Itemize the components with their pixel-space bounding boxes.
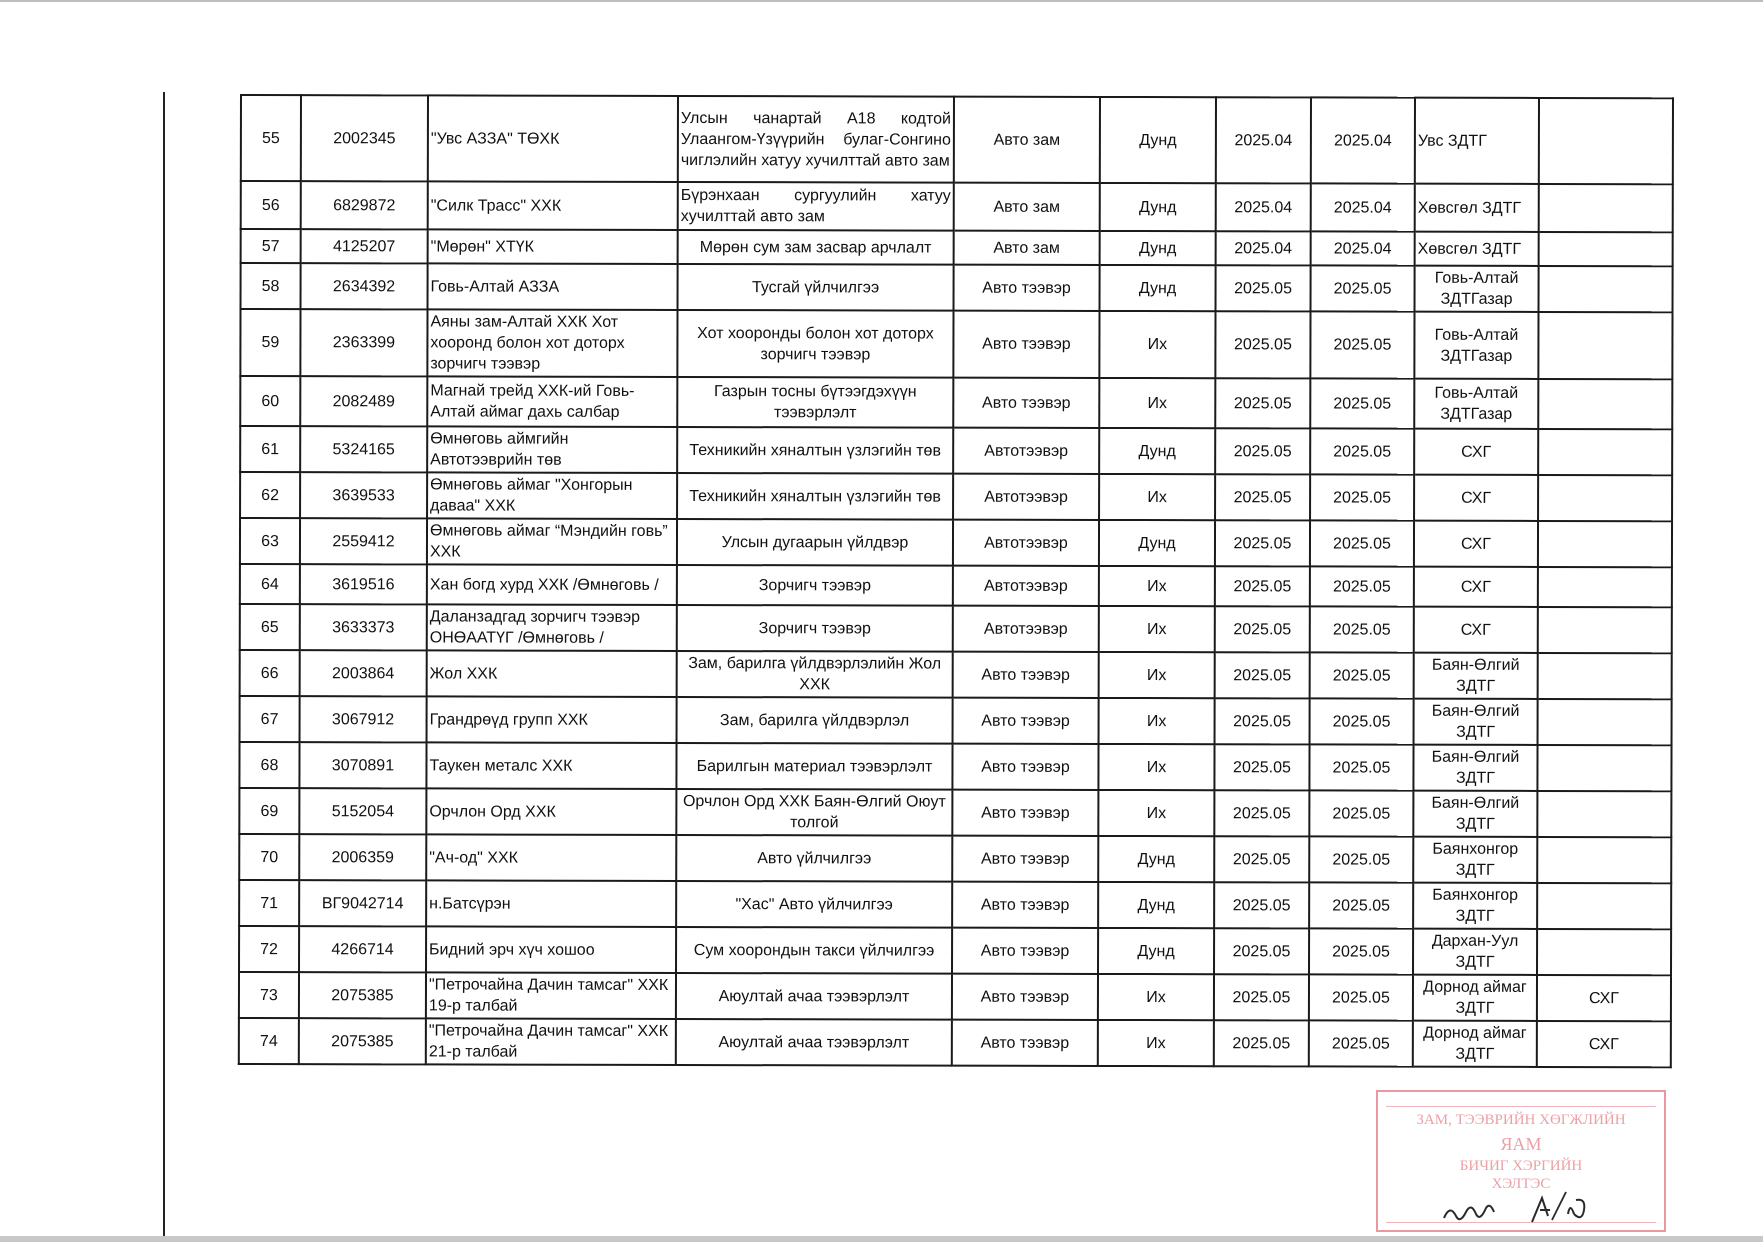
activity-description-cell: Улсын дугаарын үйлдвэр (677, 519, 953, 566)
start-date-cell: 2025.05 (1214, 744, 1309, 790)
note-cell (1538, 699, 1672, 745)
activity-type-cell: Авто тээвэр (952, 928, 1098, 974)
row-number-cell: 67 (240, 696, 300, 742)
responsible-agency-cell: Дархан-Уул ЗДТГ (1413, 929, 1537, 975)
end-date-cell: 2025.05 (1309, 744, 1413, 790)
row-number-cell: 60 (240, 376, 300, 426)
registration-number-cell: 6829872 (301, 181, 428, 229)
note-cell (1539, 184, 1673, 232)
table-row (240, 376, 1672, 429)
activity-type-cell: Авто тээвэр (953, 378, 1099, 428)
activity-type-cell: Авто зам (954, 183, 1100, 231)
start-date-cell: 2025.05 (1215, 520, 1310, 566)
start-date-cell: 2025.04 (1216, 231, 1311, 265)
registration-number-cell: 2559412 (300, 518, 427, 564)
stamp-line-1: ЗАМ, ТЭЭВРИЙН ХӨГЖЛИЙН (1416, 1112, 1626, 1128)
risk-level-cell: Дунд (1100, 183, 1216, 231)
responsible-agency-cell: Хөвсгөл ЗДТГ (1415, 232, 1539, 266)
note-cell: СХГ (1537, 975, 1671, 1021)
end-date-cell: 2025.05 (1310, 652, 1414, 698)
responsible-agency-cell: Говь-Алтай ЗДТГазар (1415, 266, 1539, 312)
responsible-agency-cell: Баян-Өлгий ЗДТГ (1414, 653, 1538, 699)
organization-name-cell: "Петрочайна Дачин тамсаг" ХХК 21-р талбай (426, 1018, 676, 1065)
page-bottom-edge (0, 1236, 1763, 1242)
responsible-agency-cell: СХГ (1414, 567, 1538, 607)
risk-level-cell: Их (1099, 606, 1215, 652)
responsible-agency-cell: СХГ (1414, 429, 1538, 475)
activity-type-cell: Авто тээвэр (953, 311, 1099, 378)
activity-type-cell: Авто тээвэр (952, 974, 1098, 1020)
responsible-agency-cell: Говь-Алтай ЗДТГазар (1414, 379, 1538, 429)
end-date-cell: 2025.05 (1309, 882, 1413, 928)
risk-level-cell: Дунд (1100, 265, 1216, 311)
start-date-cell: 2025.05 (1214, 974, 1309, 1020)
table-row (239, 788, 1671, 837)
registration-number-cell: 2003864 (300, 650, 427, 696)
activity-type-cell: Авто тээвэр (953, 652, 1099, 698)
registration-number-cell: 2075385 (299, 972, 426, 1018)
activity-description-cell: Бүрэнхаан сургуулийн хатуу хучилттай авто зам (678, 182, 954, 231)
stamp-line-2: ЯАМ (1500, 1134, 1542, 1154)
risk-level-cell: Дунд (1100, 231, 1216, 265)
organization-name-cell: Бидний эрч хүч хошоо (426, 926, 676, 973)
note-cell (1538, 312, 1672, 379)
row-number-cell: 57 (241, 229, 301, 263)
start-date-cell: 2025.05 (1215, 566, 1310, 606)
stamp-line-4: ХЭЛТЭС (1491, 1176, 1551, 1192)
table-row (239, 834, 1671, 883)
activity-description-cell: Улсын чанартай А18 кодтой Улаангом-Үзүүрийн булаг-Сонгино чиглэлийн хатуу хучилттай авто зам (678, 96, 954, 183)
organization-name-cell: Аяны зам-Алтай ХХК Хот хооронд болон хот доторх зорчигч тээвэр (427, 309, 677, 377)
start-date-cell: 2025.05 (1215, 606, 1310, 652)
risk-level-cell: Дунд (1099, 428, 1215, 474)
start-date-cell: 2025.05 (1215, 378, 1310, 428)
row-number-cell: 64 (240, 564, 300, 604)
activity-description-cell: Орчлон Орд ХХК Баян-Өлгий Оюут толгой (676, 789, 952, 836)
note-cell: СХГ (1537, 1021, 1671, 1067)
note-cell (1538, 521, 1672, 567)
note-cell (1539, 266, 1673, 312)
risk-level-cell: Их (1098, 974, 1214, 1020)
row-number-cell: 63 (240, 518, 300, 564)
note-cell (1538, 379, 1672, 429)
risk-level-cell: Их (1099, 378, 1215, 428)
page-top-edge (0, 0, 1763, 2)
organization-name-cell: Говь-Алтай АЗЗА (428, 263, 678, 310)
end-date-cell: 2025.05 (1310, 378, 1414, 428)
responsible-agency-cell: Баян-Өлгий ЗДТГ (1413, 791, 1537, 837)
table-row (241, 229, 1673, 266)
organization-name-cell: "Мөрөн" ХТҮК (428, 229, 678, 264)
start-date-cell: 2025.05 (1214, 1020, 1309, 1066)
registration-number-cell: 2006359 (299, 834, 426, 880)
table-row (239, 880, 1671, 929)
end-date-cell: 2025.05 (1310, 428, 1414, 474)
activity-description-cell: Зам, барилга үйлдвэрлэлийн Жол ХХК (677, 651, 953, 698)
risk-level-cell: Их (1099, 652, 1215, 698)
row-number-cell: 73 (239, 972, 299, 1018)
end-date-cell: 2025.05 (1311, 265, 1415, 311)
organization-name-cell: Орчлон Орд ХХК (426, 788, 676, 835)
end-date-cell: 2025.05 (1309, 790, 1413, 836)
note-cell (1538, 475, 1672, 521)
start-date-cell: 2025.05 (1215, 474, 1310, 520)
registration-number-cell: ВГ9042714 (299, 880, 426, 926)
organization-name-cell: Өмнөговь аймаг "Хонгорын даваа" ХХК (427, 472, 677, 519)
responsible-agency-cell: СХГ (1414, 475, 1538, 521)
note-cell (1537, 837, 1671, 883)
activity-description-cell: Зорчигч тээвэр (677, 605, 953, 652)
note-cell (1537, 745, 1671, 791)
registration-number-cell: 2634392 (301, 263, 428, 309)
registration-number-cell: 2363399 (300, 309, 427, 376)
activity-type-cell: Автотээвэр (953, 520, 1099, 566)
responsible-agency-cell: Дорнод аймаг ЗДТГ (1413, 975, 1537, 1021)
organization-name-cell: Өмнөговь аймаг “Мэндийн говь” ХХК (427, 518, 677, 565)
table-row (241, 181, 1673, 232)
table-row (240, 604, 1672, 653)
registration-number-cell: 3067912 (300, 696, 427, 742)
note-cell (1539, 232, 1673, 266)
end-date-cell: 2025.05 (1309, 974, 1413, 1020)
responsible-agency-cell: СХГ (1414, 521, 1538, 567)
row-number-cell: 72 (239, 926, 299, 972)
table-row (240, 564, 1672, 607)
organization-name-cell: "Петрочайна Дачин тамсаг" ХХК 19-р талбай (426, 972, 676, 1019)
table-row (239, 926, 1671, 975)
end-date-cell: 2025.04 (1311, 97, 1415, 183)
start-date-cell: 2025.05 (1215, 428, 1310, 474)
end-date-cell: 2025.05 (1309, 836, 1413, 882)
note-cell (1538, 653, 1672, 699)
start-date-cell: 2025.05 (1215, 652, 1310, 698)
note-cell (1539, 98, 1673, 184)
row-number-cell: 58 (241, 263, 301, 309)
activity-description-cell: Газрын тосны бүтээгдэхүүн тээвэрлэлт (677, 377, 953, 428)
registration-number-cell: 2075385 (299, 1018, 426, 1064)
row-number-cell: 70 (239, 834, 299, 880)
table-row (239, 1018, 1671, 1067)
risk-level-cell: Их (1098, 744, 1214, 790)
row-number-cell: 68 (239, 742, 299, 788)
end-date-cell: 2025.05 (1310, 520, 1414, 566)
organization-name-cell: Грандрөүд групп ХХК (427, 696, 677, 743)
end-date-cell: 2025.05 (1310, 698, 1414, 744)
activity-description-cell: Мөрөн сум зам засвар арчлалт (678, 230, 954, 265)
registration-number-cell: 3070891 (299, 742, 426, 788)
registry-table-body (239, 95, 1673, 1067)
risk-level-cell: Их (1099, 474, 1215, 520)
end-date-cell: 2025.05 (1310, 311, 1414, 378)
row-number-cell: 61 (240, 426, 300, 472)
end-date-cell: 2025.05 (1309, 928, 1413, 974)
risk-level-cell: Дунд (1099, 520, 1215, 566)
start-date-cell: 2025.05 (1214, 790, 1309, 836)
table-row (240, 518, 1672, 567)
end-date-cell: 2025.04 (1311, 231, 1415, 265)
table-row (241, 263, 1673, 312)
activity-description-cell: Техникийн хяналтын үзлэгийн төв (677, 473, 953, 520)
activity-description-cell: Сум хоорондын такси үйлчилгээ (676, 927, 952, 974)
organization-name-cell: "Силк Трасс" ХХК (428, 181, 678, 230)
activity-type-cell: Авто тээвэр (952, 790, 1098, 836)
end-date-cell: 2025.04 (1311, 183, 1415, 231)
activity-description-cell: Авто үйлчилгээ (676, 835, 952, 882)
registration-number-cell: 5324165 (300, 426, 427, 472)
organization-name-cell: Хан богд хурд ХХК /Өмнөговь / (427, 564, 677, 605)
start-date-cell: 2025.04 (1216, 97, 1311, 183)
activity-type-cell: Автотээвэр (953, 606, 1099, 652)
table-row (240, 472, 1672, 521)
registration-number-cell: 2002345 (301, 95, 428, 181)
activity-type-cell: Авто зам (954, 97, 1100, 183)
activity-type-cell: Авто тээвэр (952, 836, 1098, 882)
start-date-cell: 2025.05 (1215, 698, 1310, 744)
table-row (240, 426, 1672, 475)
activity-type-cell: Авто тээвэр (954, 265, 1100, 311)
registration-number-cell: 4266714 (299, 926, 426, 972)
risk-level-cell: Их (1098, 790, 1214, 836)
note-cell (1538, 429, 1672, 475)
risk-level-cell: Их (1099, 698, 1215, 744)
activity-description-cell: Тусгай үйлчилгээ (678, 264, 954, 311)
responsible-agency-cell: Баян-Өлгий ЗДТГ (1414, 699, 1538, 745)
risk-level-cell: Дунд (1098, 882, 1214, 928)
activity-description-cell: Аюултай ачаа тээвэрлэлт (676, 973, 952, 1020)
start-date-cell: 2025.05 (1214, 882, 1309, 928)
end-date-cell: 2025.05 (1310, 474, 1414, 520)
activity-description-cell: Аюултай ачаа тээвэрлэлт (676, 1019, 952, 1066)
table-row (239, 972, 1671, 1021)
start-date-cell: 2025.05 (1214, 836, 1309, 882)
registry-table (238, 94, 1674, 1068)
risk-level-cell: Дунд (1100, 97, 1216, 183)
note-cell (1537, 929, 1671, 975)
row-number-cell: 62 (240, 472, 300, 518)
table-row (240, 650, 1672, 699)
activity-type-cell: Автотээвэр (953, 566, 1099, 606)
registration-number-cell: 2082489 (300, 376, 427, 426)
activity-type-cell: Авто тээвэр (952, 744, 1098, 790)
table-row (239, 742, 1671, 791)
registration-number-cell: 3639533 (300, 472, 427, 518)
row-number-cell: 59 (240, 309, 300, 376)
table-row (241, 95, 1673, 184)
activity-type-cell: Авто зам (954, 231, 1100, 265)
responsible-agency-cell: Дорнод аймаг ЗДТГ (1413, 1021, 1537, 1067)
risk-level-cell: Дунд (1098, 928, 1214, 974)
row-number-cell: 69 (239, 788, 299, 834)
end-date-cell: 2025.05 (1309, 1020, 1413, 1066)
row-number-cell: 66 (240, 650, 300, 696)
responsible-agency-cell: СХГ (1414, 607, 1538, 653)
organization-name-cell: Магнай трейд ХХК-ий Говь-Алтай аймаг дахь салбар (427, 376, 677, 427)
activity-type-cell: Авто тээвэр (952, 1020, 1098, 1066)
handwritten-date-signature (1436, 1188, 1636, 1228)
note-cell (1538, 607, 1672, 653)
risk-level-cell: Их (1098, 1020, 1214, 1066)
risk-level-cell: Их (1099, 566, 1215, 606)
note-cell (1537, 791, 1671, 837)
table-row (240, 309, 1672, 379)
row-number-cell: 56 (241, 181, 301, 229)
responsible-agency-cell: Баянхонгор ЗДТГ (1413, 837, 1537, 883)
start-date-cell: 2025.04 (1216, 183, 1311, 231)
end-date-cell: 2025.05 (1310, 606, 1414, 652)
registration-number-cell: 3619516 (300, 564, 427, 604)
activity-type-cell: Авто тээвэр (952, 882, 1098, 928)
start-date-cell: 2025.05 (1215, 311, 1310, 378)
responsible-agency-cell: Баянхонгор ЗДТГ (1413, 883, 1537, 929)
end-date-cell: 2025.05 (1310, 566, 1414, 606)
start-date-cell: 2025.05 (1214, 928, 1309, 974)
activity-description-cell: Зам, барилга үйлдвэрлэл (677, 697, 953, 744)
organization-name-cell: н.Батсүрэн (426, 880, 676, 927)
registration-number-cell: 5152054 (299, 788, 426, 834)
risk-level-cell: Их (1099, 311, 1215, 378)
activity-description-cell: Зорчигч тээвэр (677, 565, 953, 606)
responsible-agency-cell: Говь-Алтай ЗДТГазар (1414, 312, 1538, 379)
responsible-agency-cell: Увс ЗДТГ (1415, 98, 1539, 184)
note-cell (1538, 567, 1672, 607)
table-row (240, 696, 1672, 745)
risk-level-cell: Дунд (1098, 836, 1214, 882)
organization-name-cell: "Ач-од" ХХК (426, 834, 676, 881)
responsible-agency-cell: Хөвсгөл ЗДТГ (1415, 184, 1539, 232)
organization-name-cell: "Увс АЗЗА" ТӨХК (428, 95, 678, 182)
note-cell (1537, 883, 1671, 929)
row-number-cell: 55 (241, 95, 301, 181)
registration-number-cell: 3633373 (300, 604, 427, 650)
activity-description-cell: Барилгын материал тээвэрлэлт (676, 743, 952, 790)
activity-description-cell: Техникийн хяналтын үзлэгийн төв (677, 427, 953, 474)
activity-type-cell: Авто тээвэр (953, 698, 1099, 744)
activity-description-cell: "Хас" Авто үйлчилгээ (676, 881, 952, 928)
row-number-cell: 65 (240, 604, 300, 650)
activity-description-cell: Хот хооронды болон хот доторх зорчигч тээвэр (677, 310, 953, 378)
organization-name-cell: Таукен металс ХХК (426, 742, 676, 789)
start-date-cell: 2025.05 (1216, 265, 1311, 311)
row-number-cell: 71 (239, 880, 299, 926)
row-number-cell: 74 (239, 1018, 299, 1064)
responsible-agency-cell: Баян-Өлгий ЗДТГ (1413, 745, 1537, 791)
stamp-line-3: БИЧИГ ХЭРГИЙН (1459, 1158, 1583, 1174)
binding-margin-line (163, 92, 165, 1242)
organization-name-cell: Даланзадгад зорчигч тээвэр ОНӨААТҮГ /Өмнөговь / (427, 604, 677, 651)
organization-name-cell: Өмнөговь аймгийн Автотээврийн төв (427, 426, 677, 473)
organization-name-cell: Жол ХХК (427, 650, 677, 697)
registration-number-cell: 4125207 (301, 229, 428, 263)
activity-type-cell: Автотээвэр (953, 474, 1099, 520)
activity-type-cell: Автотээвэр (953, 428, 1099, 474)
